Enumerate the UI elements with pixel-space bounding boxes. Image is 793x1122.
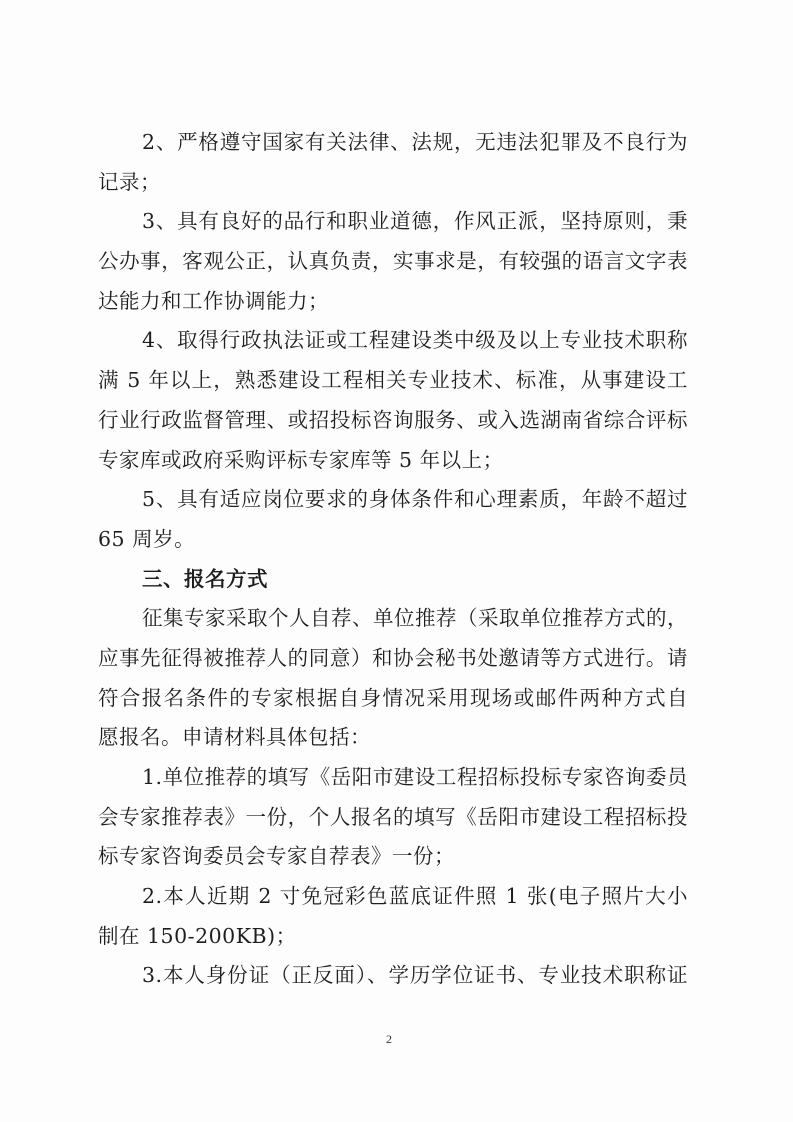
paragraph-line: 2、严格遵守国家有关法律、法规，无违法犯罪及不良行为 [142, 130, 688, 154]
paragraph-line: 公办事，客观公正，认真负责，实事求是，有较强的语言文字表 [98, 249, 688, 274]
paragraph-line: 满 5 年以上，熟悉建设工程相关专业技术、标准，从事建设工 [98, 368, 688, 393]
paragraph-line: 4、取得行政执法证或工程建设类中级及以上专业技术职称 [142, 328, 688, 353]
paragraph-line: 3、具有良好的品行和职业道德，作风正派，坚持原则，秉 [142, 209, 688, 234]
paragraph-line: 符合报名条件的专家根据自身情况采用现场或邮件两种方式自 [98, 685, 688, 710]
paragraph-line: 专家库或政府采购评标专家库等 5 年以上； [98, 447, 504, 472]
paragraph-line: 5、具有适应岗位要求的身体条件和心理素质，年龄不超过 [142, 487, 688, 512]
section-heading: 三、报名方式 [142, 566, 268, 591]
paragraph-line: 愿报名。申请材料具体包括： [98, 725, 371, 750]
paragraph-line: 会专家推荐表》一份，个人报名的填写《岳阳市建设工程招标投 [98, 804, 688, 829]
paragraph-line: 制在 150-200KB)； [98, 923, 297, 948]
page-number: 2 [386, 1032, 392, 1046]
paragraph-line: 行业行政监督管理、或招投标咨询服务、或入选湖南省综合评标 [98, 407, 688, 432]
paragraph-line: 65 周岁。 [98, 526, 196, 551]
paragraph-line: 1.单位推荐的填写《岳阳市建设工程招标投标专家咨询委员 [142, 765, 688, 789]
paragraph-line: 记录； [98, 169, 161, 194]
paragraph-line: 3.本人身份证（正反面）、学历学位证书、专业技术职称证 [142, 963, 688, 988]
paragraph-line: 2.本人近期 2 寸免冠彩色蓝底证件照 1 张(电子照片大小 [142, 884, 688, 909]
paragraph-line: 应事先征得被推荐人的同意）和协会秘书处邀请等方式进行。请 [98, 645, 688, 670]
paragraph-line: 征集专家采取个人自荐、单位推荐（采取单位推荐方式的， [142, 606, 688, 631]
body-text [98, 123, 688, 996]
paragraph-line: 达能力和工作协调能力； [98, 288, 329, 313]
paragraph-line: 标专家咨询委员会专家自荐表》一份； [98, 844, 455, 869]
